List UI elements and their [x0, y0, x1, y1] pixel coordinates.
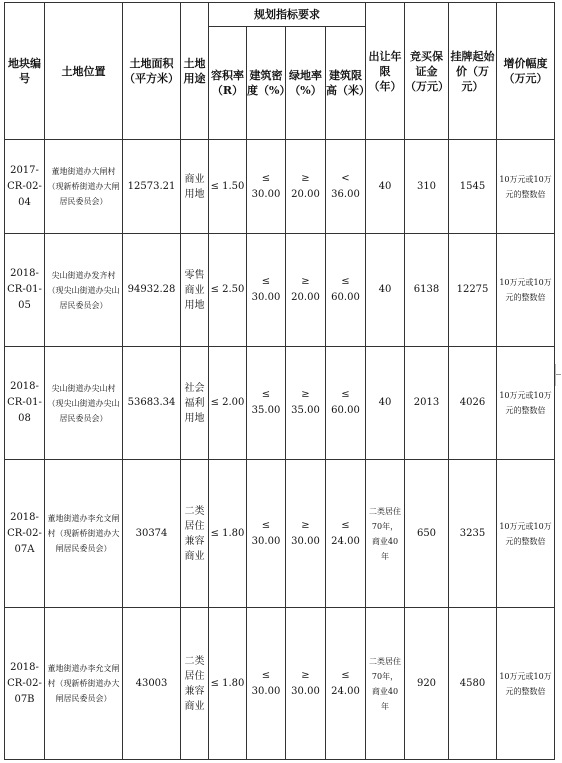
area-cell: 43003	[123, 608, 181, 760]
height-cell: ≤ 60.00	[326, 347, 366, 460]
far-cell: ≤ 2.00	[209, 347, 247, 460]
deposit-cell: 650	[405, 460, 449, 608]
height-cell: ≤ 24.00	[326, 460, 366, 608]
header-area: 土地面积（平方米）	[123, 3, 181, 140]
increment-cell: 10万元或10万元的整数倍	[497, 140, 555, 234]
page-edge-marker	[555, 364, 562, 386]
start-price-cell: 12275	[449, 234, 497, 347]
header-location: 土地位置	[45, 3, 123, 140]
far-cell: ≤ 1.50	[209, 140, 247, 234]
increment-cell: 10万元或10万元的整数倍	[497, 460, 555, 608]
header-start-price: 挂牌起始价（万元）	[449, 3, 497, 140]
location-cell: 尖山街道办发齐村（现尖山街道办尖山居民委员会）	[45, 234, 123, 347]
table-row	[5, 234, 555, 347]
parcel-no-cell: 2017-CR-02-04	[5, 140, 45, 234]
deposit-cell: 2013	[405, 347, 449, 460]
far-cell: ≤ 1.80	[209, 460, 247, 608]
green-cell: ≥ 20.00	[286, 140, 326, 234]
density-cell: ≤ 30.00	[247, 460, 286, 608]
area-cell: 30374	[123, 460, 181, 608]
far-cell: ≤ 2.50	[209, 234, 247, 347]
header-far: 容积率（R）	[209, 27, 247, 140]
use-cell: 零售商业用地	[181, 234, 209, 347]
header-parcel-no: 地块编号	[5, 3, 45, 140]
height-cell: ≤ 24.00	[326, 608, 366, 760]
header-height: 建筑限高（米）	[326, 27, 366, 140]
location-cell: 董地街道办李允文闸村（现新桥街道办大闸居民委员会）	[45, 460, 123, 608]
use-cell: 社会福利用地	[181, 347, 209, 460]
land-parcel-table	[4, 2, 555, 760]
table-row	[5, 460, 555, 608]
years-cell: 40	[366, 234, 405, 347]
start-price-cell: 1545	[449, 140, 497, 234]
green-cell: ≥ 20.00	[286, 234, 326, 347]
density-cell: ≤ 35.00	[247, 347, 286, 460]
deposit-cell: 920	[405, 608, 449, 760]
area-cell: 53683.34	[123, 347, 181, 460]
area-cell: 12573.21	[123, 140, 181, 234]
location-cell: 尖山街道办尖山村（现尖山街道办尖山居民委员会）	[45, 347, 123, 460]
increment-cell: 10万元或10万元的整数倍	[497, 608, 555, 760]
use-cell: 商业用地	[181, 140, 209, 234]
start-price-cell: 3235	[449, 460, 497, 608]
height-cell: < 36.00	[326, 140, 366, 234]
header-years: 出让年限（年）	[366, 3, 405, 140]
green-cell: ≥ 30.00	[286, 460, 326, 608]
header-planning-group: 规划指标要求	[209, 3, 366, 27]
header-green: 绿地率（%）	[286, 27, 326, 140]
height-cell: ≤ 60.00	[326, 234, 366, 347]
density-cell: ≤ 30.00	[247, 234, 286, 347]
area-cell: 94932.28	[123, 234, 181, 347]
table-row	[5, 347, 555, 460]
location-cell: 董地街道办李允文闸村（现新桥街道办大闸居民委员会）	[45, 608, 123, 760]
location-cell: 董地街道办大闸村（现新桥街道办大闸居民委员会）	[45, 140, 123, 234]
header-density: 建筑密度（%）	[247, 27, 286, 140]
green-cell: ≥ 35.00	[286, 347, 326, 460]
years-cell: 40	[366, 140, 405, 234]
increment-cell: 10万元或10万元的整数倍	[497, 234, 555, 347]
years-cell: 二类居住70年，商业40年	[366, 460, 405, 608]
years-cell: 40	[366, 347, 405, 460]
use-cell: 二类居住兼容商业	[181, 608, 209, 760]
density-cell: ≤ 30.00	[247, 608, 286, 760]
header-increment: 增价幅度（万元）	[497, 3, 555, 140]
start-price-cell: 4026	[449, 347, 497, 460]
years-cell: 二类居住70年，商业40年	[366, 608, 405, 760]
header-use: 土地用途	[181, 3, 209, 140]
use-cell: 二类居住兼容商业	[181, 460, 209, 608]
parcel-no-cell: 2018-CR-01-05	[5, 234, 45, 347]
deposit-cell: 310	[405, 140, 449, 234]
parcel-no-cell: 2018-CR-02-07A	[5, 460, 45, 608]
parcel-no-cell: 2018-CR-02-07B	[5, 608, 45, 760]
table-row	[5, 140, 555, 234]
green-cell: ≥ 30.00	[286, 608, 326, 760]
density-cell: ≤ 30.00	[247, 140, 286, 234]
start-price-cell: 4580	[449, 608, 497, 760]
header-deposit: 竞买保证金（万元）	[405, 3, 449, 140]
increment-cell: 10万元或10万元的整数倍	[497, 347, 555, 460]
far-cell: ≤ 1.80	[209, 608, 247, 760]
deposit-cell: 6138	[405, 234, 449, 347]
parcel-no-cell: 2018-CR-01-08	[5, 347, 45, 460]
table-row	[5, 608, 555, 760]
